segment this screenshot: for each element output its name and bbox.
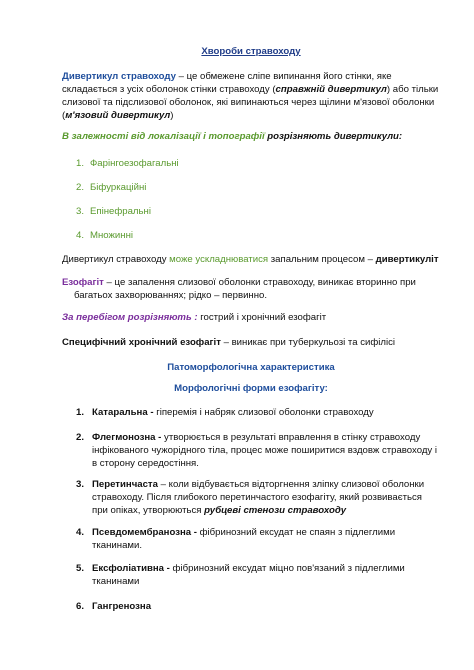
classification-lead-rest: розрізняють дивертикули: [264, 131, 403, 142]
form-description: утворюється в результаті вправлення в стінку стравоходу інфікованого чужорідного тіла, процес може поширитися вздовж стравоходу і в сторону середостіння. [92, 432, 438, 469]
list-item [76, 562, 438, 588]
form-number: 2. [76, 432, 85, 443]
true-diverticulum-term: справжній дивертикул [275, 84, 387, 95]
course-text: гострий і хронічний езофагіт [197, 312, 327, 323]
section-heading-pathomorphology: Патоморфологічна характеристика [167, 362, 335, 373]
esophagitis-definition [62, 276, 452, 302]
form-number: 4. [76, 527, 85, 538]
esophagitis-text: – це запалення слизової оболонки стравоходу, виникає вторинно при багатьох захворюваннях; рідко – первинно. [74, 277, 416, 301]
list-item [76, 600, 438, 613]
document-title: Хвороби стравоходу [201, 46, 301, 57]
specific-esophagitis-text: – виникає при туберкульозі та сифілісі [220, 337, 396, 348]
list-item [76, 478, 438, 517]
form-number: 5. [76, 563, 85, 574]
diverticulum-type-label: Біфуркаційні [90, 182, 147, 193]
diverticulum-type-label: Фарінгоезофагальні [90, 158, 179, 169]
specific-esophagitis-term: Специфічний хронічний езофагіт [62, 337, 221, 348]
list-item: 3. Епінефральні [76, 206, 151, 217]
form-description: фібринозний ексудат не спаян з підлеглими тканинами. [92, 527, 396, 551]
diverticulitis-term: дивертикуліт [375, 254, 439, 265]
section-heading-forms: Морфологічні форми езофагіту: [174, 383, 328, 394]
form-name: Катаральна - [92, 407, 154, 418]
form-number: 3. [76, 479, 85, 490]
diverticulum-text-3: ) [170, 110, 174, 121]
diverticulum-text-1: – це обмежене сліпе випинання його стінки, яке складається з усіх оболонок стінки стравоходу ( [62, 71, 392, 95]
diverticulitis-text-2: запальним процесом – [268, 254, 376, 265]
form-name: Псевдомембранозна - [92, 527, 197, 538]
diverticulum-text-2: ) або тільки слизової та підслизової оболонок, які випинаються через щілини м'язової оболонки ( [62, 84, 439, 121]
complication-phrase: може ускладнюватися [169, 254, 269, 265]
form-description: фібринозний ексудат міцно пов'язаний з підлеглими тканинами [92, 563, 405, 587]
form-name: Флегмонозна - [92, 432, 162, 443]
diverticulum-type-label: Епінефральні [90, 206, 151, 217]
list-item [76, 406, 438, 419]
diverticulitis-paragraph [62, 253, 440, 266]
course-paragraph [62, 311, 440, 324]
classification-lead [62, 130, 440, 143]
course-lead: За перебігом розрізняють : [62, 312, 198, 323]
form-description: гіперемія і набряк слизової оболонки стравоходу [153, 407, 374, 418]
form-number: 1. [76, 407, 85, 418]
form-description: – коли відбувається відторгнення зліпку слизової оболонки стравоходу. Після глибокого перетинчастого езофагіту, який розвивається при опіках, утворюються [92, 479, 425, 516]
form-name: Перетинчаста [92, 479, 158, 490]
muscle-diverticulum-term: м'язовий дивертикул [65, 110, 171, 121]
list-item [76, 431, 438, 470]
diverticulum-definition [62, 70, 440, 122]
form-name: Гангренозна [92, 601, 152, 612]
specific-esophagitis-paragraph [62, 336, 440, 349]
scar-stenosis-term: рубцеві стенози стравоходу [204, 505, 347, 516]
diverticulitis-text-1: Дивертикул стравоходу [62, 254, 170, 265]
classification-lead-green: В залежності від локалізації і топографії [62, 131, 265, 142]
diverticulum-type-label: Множинні [90, 230, 134, 241]
form-number: 6. [76, 601, 85, 612]
list-item: 1. Фарінгоезофагальні [76, 158, 179, 169]
list-item [76, 526, 438, 552]
form-name: Ексфоліативна - [92, 563, 170, 574]
list-item: 2. Біфуркаційні [76, 182, 147, 193]
diverticulum-term: Дивертикул стравоходу [62, 71, 176, 82]
esophagitis-term: Езофагіт [62, 277, 104, 288]
list-item: 4. Множинні [76, 230, 134, 241]
